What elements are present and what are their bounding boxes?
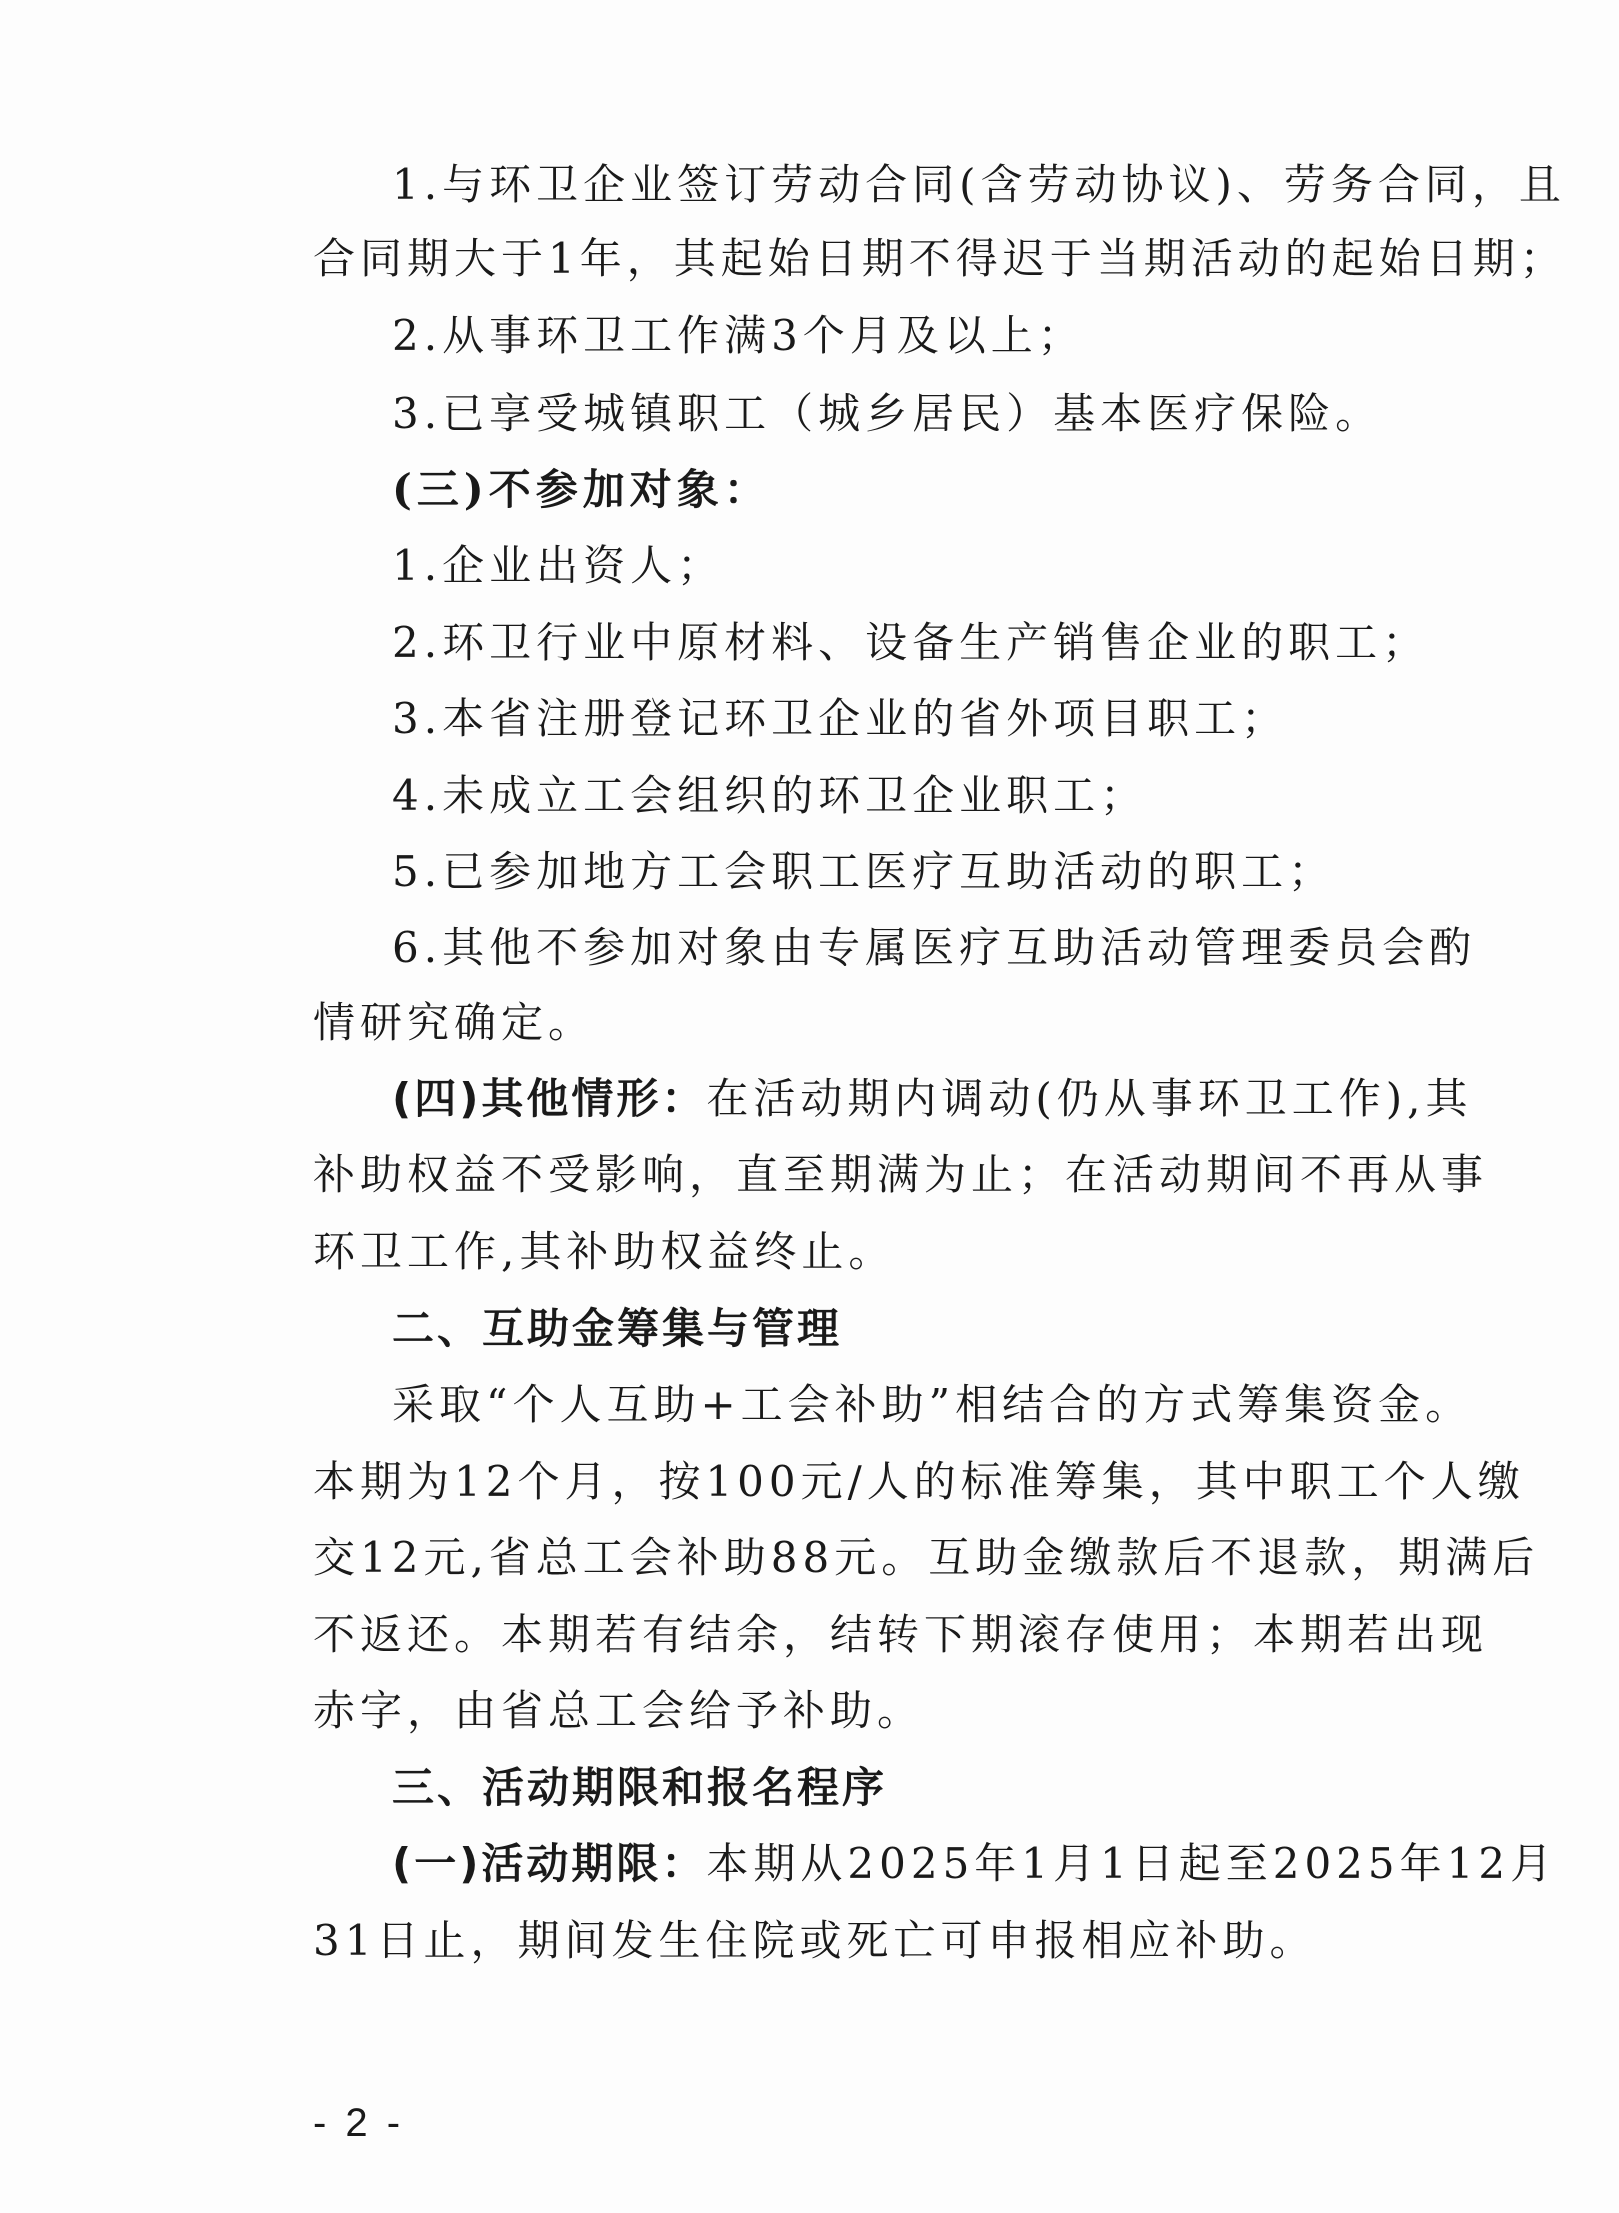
list-item: 2.环卫行业中原材料、设备生产销售企业的职工； bbox=[392, 618, 1430, 667]
paragraph-line: 补助权益不受影响，直至期满为止；在活动期间不再从事 bbox=[313, 1150, 1489, 1199]
paragraph-line: 赤字，由省总工会给予补助。 bbox=[313, 1686, 925, 1735]
list-item: 2.从事环卫工作满3个月及以上； bbox=[392, 311, 1085, 360]
paragraph-line: 环卫工作,其补助权益终止。 bbox=[313, 1227, 896, 1276]
list-item: 3.已享受城镇职工（城乡居民）基本医疗保险。 bbox=[392, 389, 1383, 438]
section-heading: 二、互助金筹集与管理 bbox=[392, 1304, 843, 1353]
paragraph-line: 合同期大于1年，其起始日期不得迟于当期活动的起始日期； bbox=[313, 234, 1567, 283]
list-item: 5.已参加地方工会职工医疗互助活动的职工； bbox=[392, 847, 1336, 896]
paragraph-line: 本期为12个月，按100元/人的标准筹集，其中职工个人缴 bbox=[313, 1457, 1525, 1506]
paragraph-line bbox=[392, 1834, 1557, 1894]
paragraph-line: 情研究确定。 bbox=[313, 998, 596, 1047]
paragraph-text: 本期从2025年1月1日起至2025年12月 bbox=[706, 1839, 1558, 1888]
paragraph-line: 31日止，期间发生住院或死亡可申报相应补助。 bbox=[313, 1916, 1317, 1965]
paragraph-line bbox=[392, 1069, 1473, 1129]
paragraph-line: 采取“个人互助+工会补助”相结合的方式筹集资金。 bbox=[392, 1380, 1473, 1429]
section-heading: 三、活动期限和报名程序 bbox=[392, 1763, 888, 1812]
section-subheading: (四)其他情形： bbox=[392, 1074, 707, 1123]
paragraph-line: 不返还。本期若有结余，结转下期滚存使用；本期若出现 bbox=[313, 1610, 1489, 1659]
list-item: 4.未成立工会组织的环卫企业职工； bbox=[392, 771, 1148, 820]
list-item: 6.其他不参加对象由专属医疗互助活动管理委员会酌 bbox=[392, 923, 1477, 972]
paragraph-text: 在活动期内调动(仍从事环卫工作),其 bbox=[706, 1074, 1473, 1123]
paragraph-line: 1.与环卫企业签订劳动合同(含劳动协议)、劳务合同，且 bbox=[392, 160, 1566, 209]
list-item: 1.企业出资人； bbox=[392, 541, 725, 590]
section-subheading: (一)活动期限： bbox=[392, 1839, 707, 1888]
paragraph-line: 交12元,省总工会补助88元。互助金缴款后不退款，期满后 bbox=[313, 1533, 1540, 1582]
page-number: - 2 - bbox=[313, 2101, 405, 2145]
section-subheading: (三)不参加对象： bbox=[392, 465, 771, 514]
list-item: 3.本省注册登记环卫企业的省外项目职工； bbox=[392, 694, 1289, 743]
